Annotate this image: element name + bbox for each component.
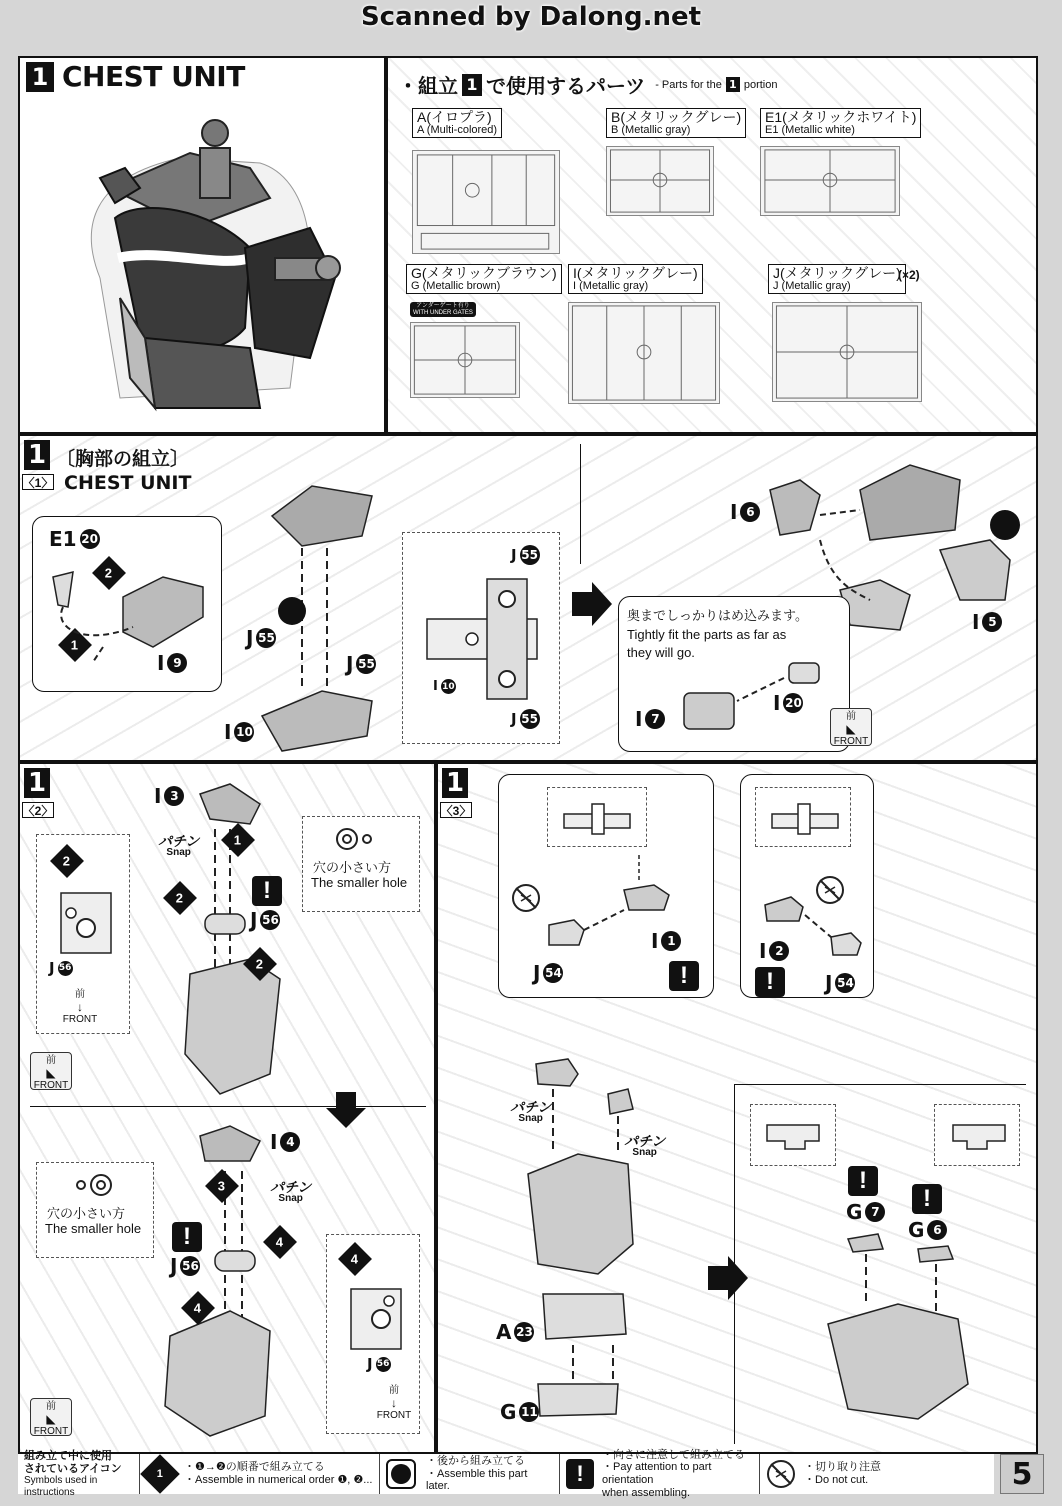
runner-i-ja: I(メタリックグレー) [573,265,698,281]
assembly-order-4: 4 [263,1225,297,1259]
runner-j-label [768,264,906,294]
legend-title-en: Symbols used in instructions [24,1475,98,1498]
smaller-hole-ja: 穴の小さい方 [47,1206,126,1221]
step-3-panel [436,762,1038,1454]
snap-label: パチン Snap [158,833,200,858]
parts-intro-ja: ・組立 [398,76,458,98]
tight-fit-callout [618,596,850,752]
j55-part-tag-a: J 55 [246,626,275,650]
step1-substep: 〈1〉 [22,475,54,490]
step3-number: 1 [442,768,468,798]
section-title: CHEST UNIT [62,60,245,93]
tight-fit-ja: 奥までしっかりはめ込みます。 [627,608,808,623]
front-indicator-bottom: 前 ◣ FRONT [30,1398,72,1436]
i6-part-tag: I 6 [730,500,760,524]
section-divider [30,1106,426,1107]
g7-part-tag: G 7 [846,1200,885,1224]
smaller-hole-note-lower [36,1162,154,1258]
j54-part-tag-b: J 54 [825,971,854,995]
front-indicator-left: 前 ↓ FRONT [59,987,101,1025]
runner-a-en: A (Multi-colored) [417,123,498,136]
parts-intro-en2: portion [743,78,778,91]
legend-item-do-not-cut [760,1454,994,1494]
legend-order-ja: ・❶→❷の順番で組み立てる [184,1461,325,1474]
step-1-chest-unit-panel [18,434,1038,762]
legend-title-ja2: されているアイコン [24,1462,122,1475]
assembly-order-3: 3 [205,1169,239,1203]
j56-part-tag-b: J 56 [49,959,72,977]
step-2-panel [18,762,436,1454]
watermark: Scanned by Dalong.net [360,2,702,32]
runner-j-multiplier: (×2) [898,268,920,282]
runner-b-sprue [606,146,714,216]
runner-b-ja: B(メタリックグレー) [611,109,742,125]
sub-step-divider [734,1084,1026,1085]
runner-j-ja: J(メタリックグレー) [773,265,901,281]
parts-intro-step-number: 1 [462,74,482,96]
step1-number: 1 [24,440,50,470]
g6-part-tag: G 6 [908,1218,947,1242]
tight-fit-en2: they will go. [627,645,695,660]
i3-part-tag: I 3 [154,784,184,808]
a23-part-tag: A 23 [496,1320,533,1344]
legend-title [18,1449,140,1498]
runner-g-label [406,264,562,294]
assembly-order-2: 2 [163,881,197,915]
runner-e1-sprue [760,146,900,216]
assemble-later-icon [386,1459,416,1489]
torso-final-illustration [808,1224,1008,1424]
runner-e1-ja: E1(メタリックホワイト) [765,109,917,125]
attention-icon: ! [566,1459,594,1489]
g7-top-view [750,1104,836,1166]
j54-part-tag: J 54 [533,961,562,985]
chest-lower-assembly-illustration [150,1116,320,1446]
legend-title-ja1: 組み立て中に使用 [24,1449,112,1462]
j56-right-detail-box [326,1234,420,1434]
symbols-legend [18,1448,994,1499]
next-step-arrow [572,582,612,626]
tight-fit-en1: Tightly fit the parts as far as [627,627,787,642]
snap-label: パチン Snap [270,1179,312,1204]
orientation-warning-icon: ! [848,1166,878,1196]
runner-b-label [606,108,746,138]
next-step-arrow [708,1256,748,1300]
runner-g-ja: G(メタリックブラウン) [411,265,557,281]
orientation-warning-icon: ! [912,1184,942,1214]
runner-a-label [412,108,502,138]
i10-part-tag: I 10 [224,720,253,744]
parts-intro-en1: - Parts for the [655,78,722,91]
smaller-hole-en: The smaller hole [311,875,408,890]
runner-g-en: G (Metallic brown) [411,279,501,292]
snap-label: パチン Snap [624,1133,666,1158]
j56-part-tag-c: J 56 [170,1254,199,1278]
i2-top-view [755,787,851,847]
g11-part-tag: G 11 [500,1400,538,1424]
i2-part-tag: I 2 [759,939,789,963]
legend-do-not-cut-en: ・Do not cut. [804,1474,869,1486]
runner-i-en: I (Metallic gray) [573,279,649,292]
runner-a-sprue [412,150,560,254]
runner-g-sprue [410,322,520,398]
runner-e1-en: E1 (Metallic white) [765,123,855,136]
runner-a-ja: A(イロプラ) [417,109,492,125]
i4-part-tag: I 4 [270,1130,300,1154]
legend-item-orientation [560,1448,760,1499]
under-gates-badge-ja: アンダーゲート有り [416,303,470,309]
chest-unit-header-panel [18,56,386,434]
j55-part-tag-c: J 55 [511,546,538,564]
assembly-order-1: 1 [58,628,92,662]
smaller-hole-note [302,816,420,912]
under-gates-badge-en: WITH UNDER GATES [413,309,473,316]
step3-substep: 〈3〉 [440,803,472,818]
legend-item-order [140,1454,380,1494]
i1-j54-callout [498,774,714,998]
front-indicator: 前 ◣ FRONT [30,1052,72,1090]
i10-detail-box [402,532,560,744]
sub-step-divider-v [734,1084,735,1444]
hole-icon [333,827,383,851]
i20-part-tag: I 20 [773,691,802,715]
j55-part-tag-b: J 55 [346,652,375,676]
assembly-order-4: 4 [338,1242,372,1276]
step2-number: 1 [24,768,50,798]
step1-title-ja: 〔胸部の組立〕 [56,449,190,470]
assembly-order-2: 2 [50,844,84,878]
j55-part-tag-d: J 55 [511,710,538,728]
i1-part-tag: I 1 [651,929,681,953]
g6-top-view [934,1104,1020,1166]
assembly-order-2: 2 [92,556,126,590]
parts-intro-ja2: で使用するパーツ [486,76,646,98]
step-number: 1 [26,62,54,92]
j56-left-detail-box [36,834,130,1034]
i9-part-tag: I 9 [157,651,187,675]
assembly-order-4: 4 [181,1291,215,1325]
runner-b-en: B (Metallic gray) [611,123,691,136]
runner-i-sprue [568,302,720,404]
do-not-cut-icon [766,1459,796,1489]
numbered-order-icon: 1 [140,1454,180,1494]
i2-j54-callout [740,774,874,998]
orientation-warning-icon: ! [755,967,785,997]
e1-part-tag: E1 20 [49,527,98,551]
snap-label: パチン Snap [510,1099,552,1124]
step-divider [580,444,581,564]
legend-orientation-ja: ・向きに注意して組み立てる [602,1448,745,1461]
legend-orientation-en2: when assembling. [602,1486,691,1499]
orientation-warning-icon: ! [669,961,699,991]
parts-intro-en-step-number: 1 [726,77,740,92]
chest-sub-part-illustration [43,547,213,667]
parts-list-panel [386,56,1038,434]
legend-later-en: ・Assemble this part later. [426,1467,528,1493]
legend-orientation-en1: ・Pay attention to part orientation [602,1461,712,1486]
i10-part-tag-b: I 10 [433,679,455,694]
under-gates-badge [410,302,476,317]
page-number: 5 [1000,1454,1044,1494]
legend-item-later [380,1454,560,1494]
step1-title-en: CHEST UNIT [64,472,192,494]
smaller-hole-en: The smaller hole [45,1221,142,1236]
assembly-order-2: 2 [243,947,277,981]
chest-frame-assembly-illustration [252,476,412,756]
smaller-hole-ja: 穴の小さい方 [313,860,392,875]
step2-substep: 〈2〉 [22,803,54,818]
i5-part-tag: I 5 [972,610,1002,634]
legend-later-ja: ・後から組み立てる [426,1455,525,1468]
front-indicator: 前 ◣ FRONT [830,708,872,746]
i1-top-view [547,787,647,847]
assembly-order-1: 1 [221,823,255,857]
runner-j-en: J (Metallic gray) [773,279,851,292]
legend-order-en: ・Assemble in numerical order ❶, ❷... [184,1474,373,1486]
runner-e1-label [760,108,921,138]
front-indicator-right: 前 ↓ FRONT [373,1383,415,1421]
hole-icon [67,1173,117,1197]
j56-part-tag-d: J 56 [367,1355,390,1373]
j56-part-tag: J 56 [250,908,279,932]
runner-i-label [568,264,703,294]
orientation-warning-icon: ! [252,876,282,906]
i1-j54-illustration [529,855,709,955]
j56-right-detail-illustration [341,1279,411,1359]
e1-part-callout [32,516,222,692]
down-arrow [326,1092,366,1128]
i7-part-tag: I 7 [635,707,665,731]
j56-left-detail-illustration [51,883,121,963]
i7-i20-illustration [669,653,839,743]
chest-unit-illustration [60,108,360,428]
runner-j-sprue [772,302,922,402]
orientation-warning-icon: ! [172,1222,202,1252]
legend-do-not-cut-ja: ・切り取り注意 [804,1461,881,1474]
